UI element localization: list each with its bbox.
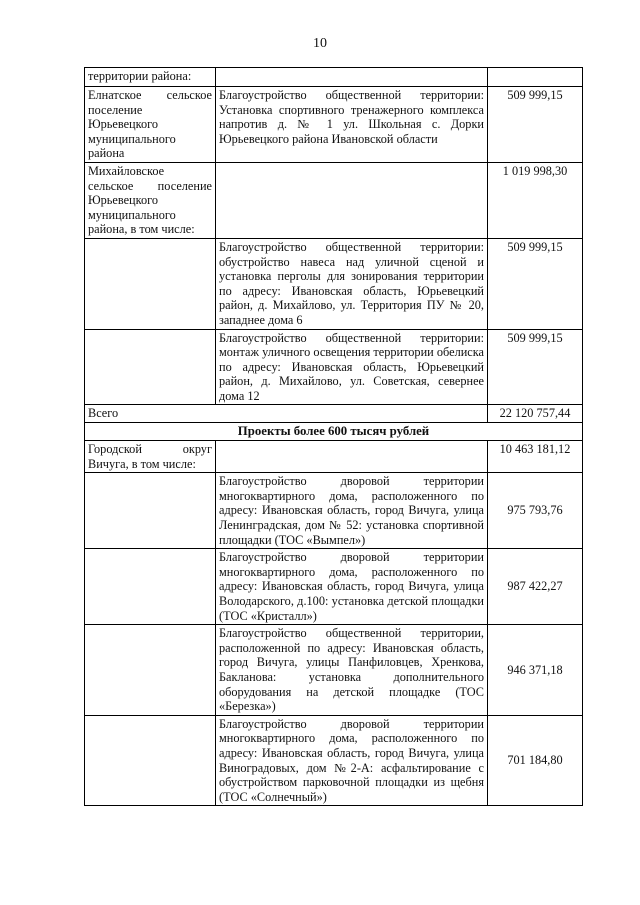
project-cell bbox=[216, 441, 488, 473]
total-row bbox=[85, 405, 583, 423]
project-cell: Благоустройство общественной территории, расположенной по адресу: Ивановская область, город Вичуга, улицы Панфиловцев, Хренкова, Бакланова: установка дополнительного оборудования на детской площадке (ТОС «Березка») bbox=[216, 625, 488, 716]
table-row bbox=[85, 329, 583, 405]
recipient-cell: Городской округ Вичуга, в том числе: bbox=[85, 441, 216, 473]
recipient-cell bbox=[85, 625, 216, 716]
amount-cell: 975 793,76 bbox=[488, 473, 583, 549]
project-cell: Благоустройство дворовой территории многоквартирного дома, расположенного по адресу: Ивановская область, город Вичуга, улица Ленинградская, дом № 52: установка спортивной площадки (ТОС «Вымпел») bbox=[216, 473, 488, 549]
project-cell bbox=[216, 162, 488, 238]
section-header-row bbox=[85, 423, 583, 441]
table-row bbox=[85, 238, 583, 329]
table-row bbox=[85, 549, 583, 625]
table-row bbox=[85, 162, 583, 238]
total-label: Всего bbox=[85, 405, 488, 423]
funding-table bbox=[84, 67, 583, 806]
recipient-cell: территории района: bbox=[85, 68, 216, 87]
recipient-cell bbox=[85, 238, 216, 329]
project-cell: Благоустройство дворовой территории многоквартирного дома, расположенного по адресу: Ивановская область, город Вичуга, улица Володарского, д.100: установка детской площадки (ТОС «Кристалл») bbox=[216, 549, 488, 625]
recipient-cell bbox=[85, 473, 216, 549]
recipient-cell: Михайловское сельское поселение Юрьевецкого муниципального района, в том числе: bbox=[85, 162, 216, 238]
total-amount: 22 120 757,44 bbox=[488, 405, 583, 423]
table-row bbox=[85, 473, 583, 549]
table-row bbox=[85, 441, 583, 473]
table-row bbox=[85, 87, 583, 163]
amount-cell: 509 999,15 bbox=[488, 238, 583, 329]
section-title: Проекты более 600 тысяч рублей bbox=[85, 423, 583, 441]
amount-cell bbox=[488, 68, 583, 87]
page-number: 10 bbox=[313, 36, 327, 51]
project-cell bbox=[216, 68, 488, 87]
amount-cell: 946 371,18 bbox=[488, 625, 583, 716]
recipient-cell bbox=[85, 549, 216, 625]
project-cell: Благоустройство общественной территории: обустройство навеса над уличной сценой и установка перголы для зонирования территории по адресу: Ивановская область, Юрьевецкий район, д. Михайлово, ул. Территория ПУ № 20, западнее дома 6 bbox=[216, 238, 488, 329]
amount-cell: 509 999,15 bbox=[488, 87, 583, 163]
amount-cell: 1 019 998,30 bbox=[488, 162, 583, 238]
amount-cell: 509 999,15 bbox=[488, 329, 583, 405]
project-cell: Благоустройство общественной территории: Установка спортивного тренажерного комплекса напротив д. № 1 ул. Школьная с. Дорки Юрьевецкого района Ивановской области bbox=[216, 87, 488, 163]
amount-cell: 10 463 181,12 bbox=[488, 441, 583, 473]
amount-cell: 987 422,27 bbox=[488, 549, 583, 625]
table-row bbox=[85, 68, 583, 87]
recipient-cell bbox=[85, 715, 216, 806]
recipient-cell: Елнатское сельское поселение Юрьевецкого муниципального района bbox=[85, 87, 216, 163]
project-cell: Благоустройство дворовой территории многоквартирного дома, расположенного по адресу: Ивановская область, город Вичуга, улица Виноградовых, дом №2-А: асфальтирование с обустройством парковочной площадки из щебня (ТОС «Солнечный») bbox=[216, 715, 488, 806]
amount-cell: 701 184,80 bbox=[488, 715, 583, 806]
recipient-cell bbox=[85, 329, 216, 405]
table-row bbox=[85, 715, 583, 806]
table-row bbox=[85, 625, 583, 716]
project-cell: Благоустройство общественной территории: монтаж уличного освещения территории обелиска по адресу: Ивановская область, Юрьевецкий район, д. Михайлово, ул. Советская, севернее дома 12 bbox=[216, 329, 488, 405]
